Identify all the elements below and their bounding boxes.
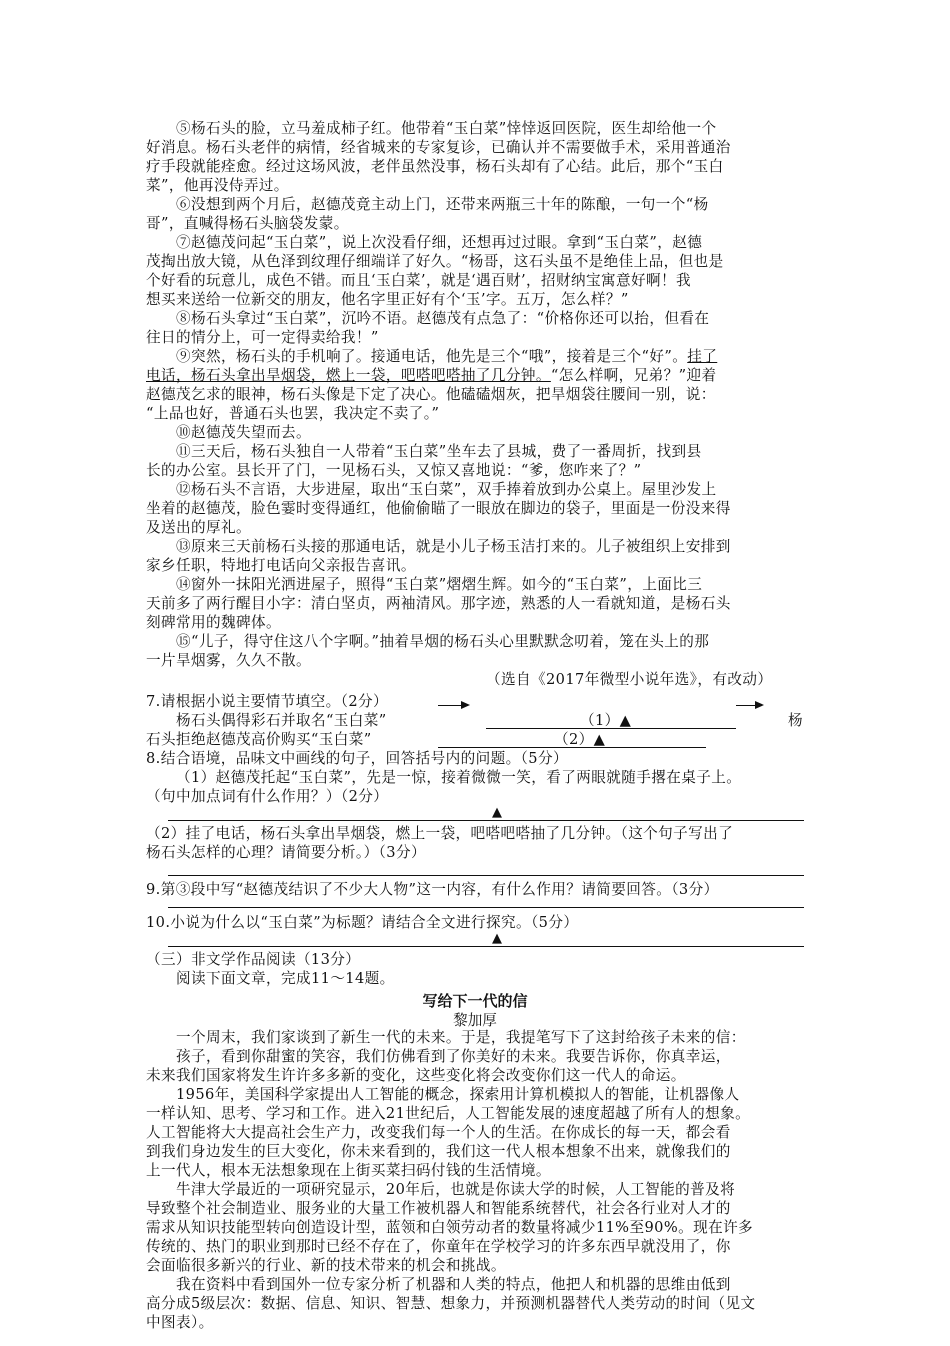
- paragraph-9-text: ⑨突然，杨石头的手机响了。接通电话，他先是三个“哦”，接着是三个“好”。: [176, 348, 688, 365]
- paragraph-15-line: 一片旱烟雾，久久不散。: [146, 652, 311, 669]
- q7-stem: 7.请根据小说主要情节填空。（2分）: [146, 693, 389, 710]
- article-line: 到我们身边发生的巨大变化，你未来看到的，我们这一代人根本想象不出来，就像我们的: [146, 1143, 731, 1160]
- paragraph-8-line: ⑧杨石头拿过“玉白菜”，沉吟不语。赵德茂有点急了：“价格你还可以抬，但看在: [176, 310, 710, 327]
- article-line: 需求从知识技能型转向创造设计型，蓝领和白领劳动者的数量将减少11%至90%。现在许多: [146, 1219, 754, 1236]
- paragraph-5-line: 菜”，他再没侍弄过。: [146, 177, 289, 194]
- q8-sub2: （2）挂了电话，杨石头拿出旱烟袋，燃上一袋，吧嗒吧嗒抽了几分钟。（这个句子写出了: [146, 825, 734, 842]
- article-line: 人工智能将大大提高社会生产力，改变我们每一个人的生活。在你成长的每一天，都会看: [146, 1124, 731, 1141]
- section-intro: 阅读下面文章，完成11～14题。: [176, 970, 395, 987]
- q7-answer-line-1[interactable]: [486, 728, 736, 729]
- article-line: 一样认知、思考、学习和工作。进入21世纪后，人工智能发展的速度超越了所有人的想象。: [146, 1105, 751, 1122]
- article-line: 牛津大学最近的一项研究显示，20年后，也就是你读大学的时候，人工智能的普及将: [176, 1181, 736, 1198]
- paragraph-9-line: [146, 366, 806, 385]
- paragraph-6-line: ⑥没想到两个月后，赵德茂竟主动上门，还带来两瓶三十年的陈酿，一句一个“杨: [176, 196, 709, 213]
- article-line: 1956年，美国科学家提出人工智能的概念，探索用计算机模拟人的智能，让机器像人: [176, 1086, 740, 1103]
- paragraph-12-line: 坐着的赵德茂，脸色霎时变得通红，他偷偷瞄了一眼放在脚边的袋子，里面是一份没来得: [146, 500, 731, 517]
- q8-1-answer-line[interactable]: [168, 820, 804, 821]
- q10-stem: 10.小说为什么以“玉白菜”为标题？请结合全文进行探究。（5分）: [146, 914, 579, 931]
- arrow-icon: [736, 705, 762, 706]
- article-line: 一个周末，我们家谈到了新生一代的未来。于是，我提笔写下了这封给孩子未来的信：: [176, 1029, 746, 1046]
- q10-answer-line[interactable]: [168, 946, 804, 947]
- article-line: 导致整个社会制造业、服务业的大量工作被机器人和智能系统替代，社会各行业对人才的: [146, 1200, 731, 1217]
- q7-answer-line-2[interactable]: [438, 747, 706, 748]
- paragraph-7-line: 个好看的玩意儿，成色不错。而且‘玉白菜’，就是‘遇百财’，招财纳宝寓意好啊！我: [146, 272, 691, 289]
- underlined-sentence: 电话，杨石头拿出旱烟袋，燃上一袋，吧嗒吧嗒抽了几分钟。: [146, 367, 551, 384]
- paragraph-9-line: “上品也好，普通石头也罢，我决定不卖了。”: [146, 405, 440, 422]
- q9-answer-line[interactable]: [168, 907, 804, 908]
- q7-blank-1: （1）▲: [580, 712, 632, 729]
- article-line: 中图表）。: [146, 1314, 214, 1331]
- article-line: 上一代人，根本无法想象现在上街买菜扫码付钱的生活情境。: [146, 1162, 551, 1179]
- paragraph-5-line: 好消息。杨石头老伴的病情，经省城来的专家复诊，已确认并不需要做手术，采用普通治: [146, 139, 731, 156]
- paragraph-10-line: ⑩赵德茂失望而去。: [176, 424, 311, 441]
- q8-2-answer-line[interactable]: [168, 875, 804, 876]
- answer-triangle-icon: ▲: [492, 805, 502, 820]
- paragraph-13-line: ⑬原来三天前杨石头接的那通电话，就是小儿子杨玉洁打来的。儿子被组织上安排到: [176, 538, 731, 555]
- paragraph-9-line: 赵德茂乞求的眼神，杨石头像是下定了决心。他磕磕烟灰，把旱烟袋往腰间一别，说：: [146, 386, 716, 403]
- q8-sub2-question: 杨石头怎样的心理？请简要分析。）（3分）: [146, 844, 426, 861]
- arrow-icon: [438, 705, 468, 706]
- article-line: 传统的、热门的职业到那时已经不存在了，你童年在学校学习的许多东西早就没用了，你: [146, 1238, 731, 1255]
- section-heading: （三）非文学作品阅读（13分）: [146, 951, 361, 968]
- underlined-sentence: 挂了: [687, 348, 718, 365]
- paragraph-7-line: 茂掏出放大镜，从色泽到纹理仔细端详了好久。“杨哥，这石头虽不是绝佳上品，但也是: [146, 253, 724, 270]
- q7-plot-line1: 杨石头偶得彩石并取名“玉白菜”: [176, 712, 387, 729]
- paragraph-14-line: 刻碑常用的魏碑体。: [146, 614, 281, 631]
- q9-stem: 9.第③段中写“赵德茂结识了不少大人物”这一内容，有什么作用？请简要回答。（3分）: [146, 881, 719, 898]
- paragraph-9-text: “怎么样啊，兄弟？”迎着: [550, 367, 717, 384]
- answer-triangle-icon: ▲: [492, 931, 502, 946]
- paragraph-12-line: 及送出的厚礼。: [146, 519, 251, 536]
- article-title: 写给下一代的信: [422, 992, 528, 1010]
- article-line: 孩子，看到你甜蜜的笑容，我们仿佛看到了你美好的未来。我要告诉你，你真幸运，: [176, 1048, 731, 1065]
- article-line: 未来我们国家将发生许许多多新的变化，这些变化将会改变你们这一代人的命运。: [146, 1067, 686, 1084]
- paragraph-11-line: 长的办公室。县长开了门，一见杨石头，又惊又喜地说：“爹，您咋来了？”: [146, 462, 642, 479]
- article-line: 高分成5级层次：数据、信息、知识、智慧、想象力，并预测机器替代人类劳动的时间（见文: [146, 1295, 756, 1312]
- paragraph-13-line: 家乡任职，特地打电话向父亲报告喜讯。: [146, 557, 416, 574]
- q8-sub1: （1）赵德茂托起“玉白菜”，先是一惊，接着微微一笑，看了两眼就随手撂在桌子上。: [176, 769, 742, 786]
- paragraph-11-line: ⑪三天后，杨石头独自一人带着“玉白菜”坐车去了县城，费了一番周折，找到县: [176, 443, 702, 460]
- q7-tail: 杨: [788, 712, 803, 729]
- paragraph-5-line: 疗手段就能痊愈。经过这场风波，老伴虽然没事，杨石头却有了心结。此后，那个“玉白: [146, 158, 724, 175]
- paragraph-14-line: ⑭窗外一抹阳光洒进屋子，照得“玉白菜”熠熠生辉。如今的“玉白菜”，上面比三: [176, 576, 703, 593]
- paragraph-7-line: 想买来送给一位新交的朋友，他名字里正好有个‘玉’字。五万，怎么样？”: [146, 291, 629, 308]
- article-line: 会面临很多新兴的行业、新的技术带来的机会和挑战。: [146, 1257, 506, 1274]
- article-line: 我在资料中看到国外一位专家分析了机器和人类的特点，他把人和机器的思维由低到: [176, 1276, 731, 1293]
- paragraph-8-line: 往日的情分上，可一定得卖给我！”: [146, 329, 379, 346]
- article-author: 黎加厚: [453, 1012, 497, 1029]
- q7-plot-line2: 石头拒绝赵德茂高价购买“玉白菜”: [146, 731, 372, 748]
- q8-sub1-question: （句中加点词有什么作用？）（2分）: [146, 788, 389, 805]
- paragraph-14-line: 天前多了两行醒目小字：清白坚贞，两袖清风。那字迹，熟悉的人一看就知道，是杨石头: [146, 595, 731, 612]
- paragraph-7-line: ⑦赵德茂问起“玉白菜”，说上次没看仔细，还想再过过眼。拿到“玉白菜”，赵德: [176, 234, 703, 251]
- q8-stem: 8.结合语境，品味文中画线的句子，回答括号内的问题。（5分）: [146, 750, 568, 767]
- paragraph-9-line: [176, 347, 806, 366]
- paragraph-12-line: ⑫杨石头不言语，大步进屋，取出“玉白菜”，双手捧着放到办公桌上。屋里沙发上: [176, 481, 717, 498]
- paragraph-5-line: ⑤杨石头的脸，立马羞成柿子红。他带着“玉白菜”悻悻返回医院，医生却给他一个: [176, 120, 717, 137]
- paragraph-6-line: 哥”，直喊得杨石头脑袋发蒙。: [146, 215, 349, 232]
- source-note: （选自《2017年微型小说年选》，有改动）: [486, 671, 773, 688]
- paragraph-15-line: ⑮“儿子，得守住这八个字啊。”抽着旱烟的杨石头心里默默念叨着，笼在头上的那: [176, 633, 710, 650]
- q7-blank-2: （2）▲: [554, 731, 606, 748]
